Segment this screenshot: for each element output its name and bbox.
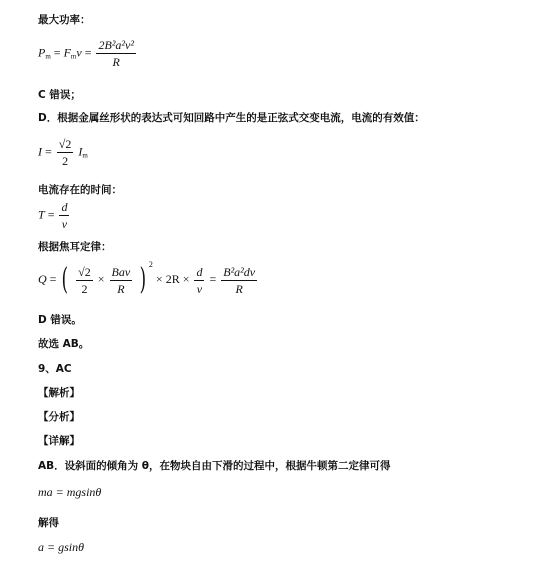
time-formula: T = $\frac{d}{v}$ xyxy=(38,200,68,231)
answer-choice-text: 故选 AB。 xyxy=(38,338,90,350)
max-power-label: 最大功率： xyxy=(38,14,91,26)
analysis-heading-2: 【分析】 xyxy=(38,411,80,423)
question-9-header: 9、AC xyxy=(38,363,72,375)
max-power-formula: $P_m = F_mv$ = $\frac{\text{2B²a²v²}}{R}$ xyxy=(38,38,134,69)
joule-law-label: 根据焦耳定律： xyxy=(38,241,112,253)
solve-label: 解得 xyxy=(38,517,59,529)
c-wrong-text: C 错误； xyxy=(38,89,81,101)
d-statement-text: D．根据金属丝形状的表达式可知回路中产生的是正弦式交变电流，电流的有效值： xyxy=(38,112,425,124)
analysis-heading: 【解析】 xyxy=(38,387,80,399)
time-label: 电流存在的时间： xyxy=(38,184,122,196)
ab-statement-text: AB．设斜面的倾角为 θ，在物块自由下滑的过程中，根据牛顿第二定律可得 xyxy=(38,460,391,472)
acceleration-formula: a = gsinθ xyxy=(38,540,84,554)
detail-heading: 【详解】 xyxy=(38,435,80,447)
effective-current-formula: I = $\frac{√2}{2}$ $I_m$ xyxy=(38,137,88,168)
newton-formula: ma = mgsinθ xyxy=(38,485,102,499)
joule-formula: Q = ( $\frac{√2}{2}$ × $\frac{\text{Bav}}{R}$ ) $^2$ × 2R × $\frac{d}{v}$ = $\frac{\text{B²a²dv}}{R}$ xyxy=(38,260,256,298)
d-wrong-text: D 错误。 xyxy=(38,314,82,326)
